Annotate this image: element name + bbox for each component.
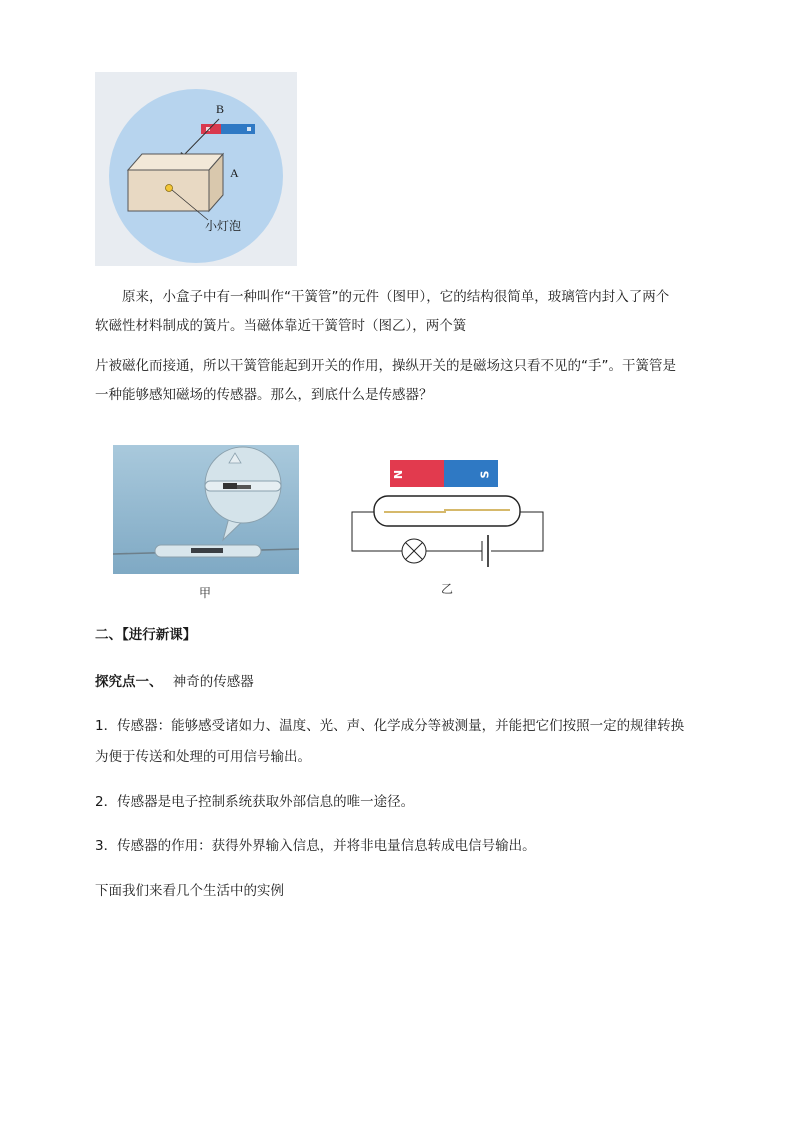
paragraph-line-1: 原来，小盒子中有一种叫作“干簧管”的元件（图甲），它的结构很简单，玻璃管内封入了两个 — [122, 289, 670, 305]
circuit-diagram — [350, 455, 550, 575]
magnet-n-label: N — [392, 469, 406, 480]
box-top — [128, 154, 223, 170]
explore-title: 神奇的传感器 — [172, 674, 254, 690]
label-a: A — [230, 166, 239, 180]
figure-circuit-diagram — [350, 455, 550, 575]
paragraph-line-4: 一种能够感知磁场的传感器。那么，到底什么是传感器？ — [95, 387, 433, 403]
box-magnet-illustration — [95, 72, 297, 266]
paragraph-line-2: 软磁性材料制成的簧片。当磁体靠近干簧管时（图乙），两个簧 — [95, 318, 467, 334]
reed-tube — [374, 496, 520, 526]
section-heading: 二、【进行新课】 — [95, 627, 197, 643]
item-1-line-2: 为便于传送和处理的可用信号输出。 — [95, 749, 311, 765]
item-2: 2．传感器是电子控制系统获取外部信息的唯一途径。 — [95, 794, 415, 810]
item-3: 3．传感器的作用：获得外界输入信息，并将非电量信息转成电信号输出。 — [95, 838, 536, 854]
caption-right: 乙 — [441, 582, 454, 596]
label-b: B — [216, 102, 225, 116]
reed-switch-photo — [113, 445, 299, 574]
explore-label: 探究点一、 — [95, 674, 163, 690]
explore-heading — [95, 667, 254, 697]
closing-line: 下面我们来看几个生活中的实例 — [95, 883, 284, 899]
magnet-s-label: S — [478, 470, 492, 479]
label-bulb: 小灯泡 — [205, 219, 242, 233]
item-1-line-1: 1．传感器：能够感受诸如力、温度、光、声、化学成分等被测量，并能把它们按照一定的规律转换 — [95, 718, 685, 734]
paragraph-line-3: 片被磁化而接通，所以干簧管能起到开关的作用，操纵开关的是磁场这只看不见的“手”。干簧管是 — [95, 358, 676, 374]
caption-left: 甲 — [199, 586, 212, 600]
bulb — [166, 185, 173, 192]
magnet-north — [201, 124, 221, 134]
figure-box-magnet — [95, 72, 297, 266]
figure-reed-switch-photo — [113, 445, 299, 574]
